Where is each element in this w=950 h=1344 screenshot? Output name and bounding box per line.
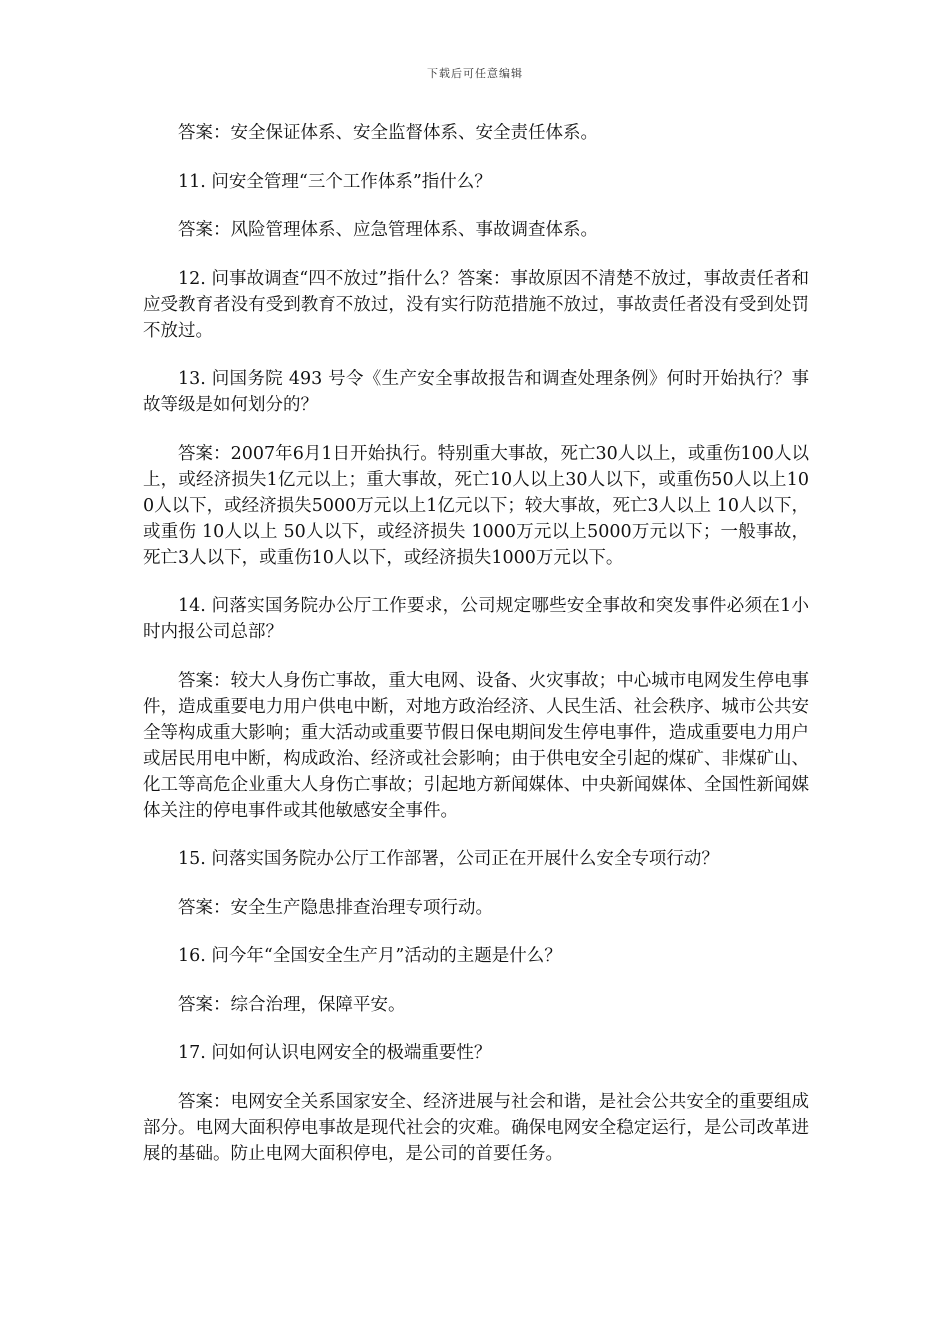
question-14: 14. 问落实国务院办公厅工作要求，公司规定哪些安全事故和突发事件必须在1小时内报公司总部？	[143, 596, 809, 642]
question-16: 16. 问今年“全国安全生产月”活动的主题是什么？	[178, 946, 562, 966]
question-11: 11. 问安全管理“三个工作体系”指什么？	[178, 171, 492, 192]
question-15: 15. 问落实国务院办公厅工作部署，公司正在开展什么安全专项行动？	[178, 849, 719, 869]
answer-14: 答案：较大人身伤亡事故，重大电网、设备、火灾事故；中心城市电网发生停电事件，造成重要电力用户供电中断，对地方政治经济、人民生活、社会秩序、城市公共安全等构成重大影响；重大活动或重要节假日保电期间发生停电事件，造成重要电力用户或居民用电中断，构成政治、经济或社会影响；由于供电安全引起的煤矿、非煤矿山、化工等高危企业重大人身伤亡事故；引起地方新闻媒体、中央新闻媒体、全国性新闻媒体关注的停电事件或其他敏感安全事件。	[143, 670, 809, 821]
question-13: 13. 问国务院 493 号令《生产安全事故报告和调查处理条例》何时开始执行？事故等级是如何划分的？	[143, 369, 809, 415]
page-header-note: 下载后可任意编辑	[427, 67, 523, 80]
answer-17: 答案：电网安全关系国家安全、经济进展与社会和谐，是社会公共安全的重要组成部分。电网大面积停电事故是现代社会的灾难。确保电网安全稳定运行，是公司改革进展的基础。防止电网大面积停电，是公司的首要任务。	[143, 1091, 809, 1164]
question-answer-12: 12. 问事故调查“四不放过”指什么？答案：事故原因不清楚不放过，事故责任者和应受教育者没有受到教育不放过，没有实行防范措施不放过，事故责任者没有受到处罚不放过。	[143, 268, 809, 341]
answer-10: 答案：安全保证体系、安全监督体系、安全责任体系。	[178, 123, 598, 143]
answer-16: 答案：综合治理，保障平安。	[178, 994, 406, 1015]
answer-13: 答案：2007年6月1日开始执行。特别重大事故，死亡30人以上，或重伤100人以上，或经济损失1亿元以上；重大事故，死亡10人以上30人以下，或重伤50人以上100人以下，或经济损失5000万元以上1亿元以下；较大事故，死亡3人以上 10人以下，或重伤 10人以上 50人以下，或经济损失 1000万元以上5000万元以下；一般事故，死亡3人以下，或重伤10人以下，或经济损失1000万元以下。	[143, 443, 809, 568]
question-17: 17. 问如何认识电网安全的极端重要性？	[178, 1043, 492, 1063]
answer-15: 答案：安全生产隐患排查治理专项行动。	[178, 897, 493, 918]
answer-11: 答案：风险管理体系、应急管理体系、事故调查体系。	[178, 220, 598, 240]
document-body	[143, 120, 809, 1189]
